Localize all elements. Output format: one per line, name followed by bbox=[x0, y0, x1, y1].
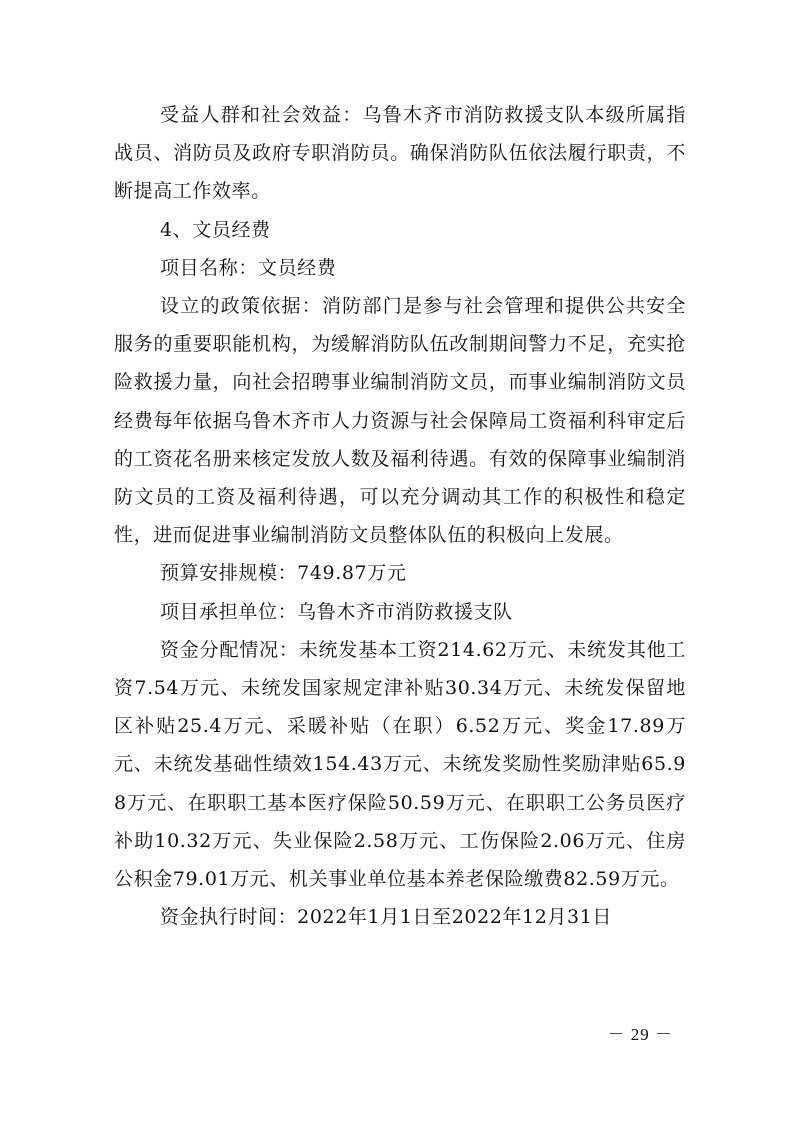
paragraph-responsible-unit: 项目承担单位：乌鲁木齐市消防救援支队 bbox=[159, 600, 513, 623]
paragraph-project-name: 项目名称：文员经费 bbox=[159, 256, 337, 279]
paragraph-fund-allocation: 资金分配情况：未统发基本工资214.62万元、未统发其他工资7.54万元、未统发国家规定津补贴30.34万元、未统发保留地区补贴25.4万元、采暖补贴（在职）6.52万元、奖金17.89万元、未统发基础性绩效154.43万元、未统发奖励性奖励津贴65.98万元、在职职工基本医疗保险50.59万元、在职职工公务员医疗补助10.32万元、失业保险2.58万元、工伤保险2.06万元、住房公积金79.01万元、机关事业单位基本养老保险缴费82.59万元。 bbox=[114, 638, 686, 891]
paragraph-budget-scale: 预算安排规模：749.87万元 bbox=[159, 562, 407, 585]
section-heading-clerk-funds: 4、文员经费 bbox=[159, 218, 271, 241]
page-number: － 29 － bbox=[607, 1025, 673, 1044]
document-body bbox=[114, 96, 686, 936]
paragraph-policy-basis: 设立的政策依据：消防部门是参与社会管理和提供公共安全服务的重要职能机构，为缓解消防队伍改制期间警力不足，充实抢险救援力量，向社会招聘事业编制消防文员，而事业编制消防文员经费每年依据乌鲁木齐市人力资源与社会保障局工资福利科审定后的工资花名册来核定发放人数及福利待遇。有效的保障事业编制消防文员的工资及福利待遇，可以充分调动其工作的积极性和稳定性，进而促进事业编制消防文员整体队伍的积极向上发展。 bbox=[114, 295, 686, 547]
paragraph-execution-period: 资金执行时间：2022年1月1日至2022年12月31日 bbox=[159, 906, 613, 929]
paragraph-beneficiaries: 受益人群和社会效益：乌鲁木齐市消防救援支队本级所属指战员、消防员及政府专职消防员。确保消防队伍依法履行职责，不断提高工作效率。 bbox=[114, 104, 686, 203]
